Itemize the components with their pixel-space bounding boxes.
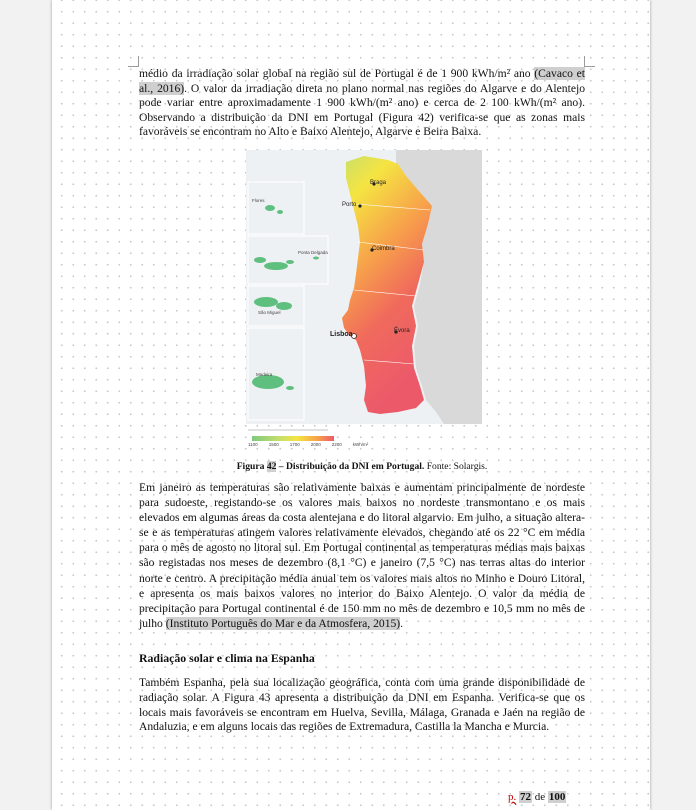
- paragraph-text: Em janeiro as temperaturas são relativamente baixas e aumentam principalmente de nordeste para sudoeste, registando-se os valores mais baixos no nordeste transmontano e os mais elevados em algumas áreas da costa alentejana e do litoral algarvio. Em julho, a situação altera-se e as temperaturas atingem valores relativamente elevados, chegando até os 22 °C em média para o mês de agosto no litoral sul. Em Portugal continental as temperaturas médias mais baixas são registadas nos meses de dezembro (8,1 °C) e janeiro (7,5 °C) nas terras altas do interior norte e centro. A precipitação média anual tem os valores mais altos no Minho e Douro Litoral, e apresenta os mais baixos valores no interior do Baixo Alentejo. O valor da média de precipitação para Portugal continental é de 150 mm no mês de dezembro e 10,5 mm no mês de julho: [139, 481, 585, 630]
- legend-tick: 1500: [268, 442, 279, 447]
- citation-field[interactable]: (Cavaco et al., 2016): [139, 67, 585, 95]
- caption-title: – Distribuição da DNI em Portugal.: [276, 461, 425, 472]
- island-label-sao-miguel: São Miguel: [258, 310, 281, 315]
- dni-portugal-map[interactable]: [246, 150, 482, 424]
- page-number: [508, 791, 566, 803]
- page-current-field[interactable]: 72: [520, 791, 531, 803]
- paragraph-text: . O valor da irradiação direta no plano normal nas regiões do Algarve e do Alentejo pode variar entre aproximadamente 1 900 kWh/(m² ano) e cerca de 2 100 kWh/(m² ano). Observando a distribuição da DNI em Portugal (Figura 42) verifica-se que as zonas mais favoráveis se encontram no Alto e Baixo Alentejo, Algarve e Beira Baixa.: [139, 81, 585, 139]
- map-graphic: [246, 150, 482, 424]
- city-label-lisboa: Lisboa: [330, 331, 353, 338]
- paragraph-portugal-irradiation[interactable]: [139, 67, 585, 140]
- island-label-madeira: Madeira: [256, 372, 273, 377]
- city-label-coimbra: Coimbra: [372, 246, 395, 252]
- text-boundary-corner-right: [584, 56, 595, 67]
- legend-tick: 1100: [248, 442, 258, 447]
- legend-unit: kWh/m²: [352, 442, 369, 447]
- page-separator: de: [532, 791, 548, 803]
- legend-tick: 1700: [289, 442, 300, 447]
- caption-label: Figura: [236, 461, 267, 472]
- dni-legend: [248, 426, 368, 450]
- right-gutter: [650, 0, 696, 810]
- city-label-evora: Évora: [394, 328, 410, 334]
- page-total-field[interactable]: 100: [548, 791, 566, 803]
- island-label-ponta-delgada: Ponta Delgada: [298, 250, 328, 255]
- section-heading[interactable]: Radiação solar e clima na Espanha: [139, 651, 315, 665]
- legend-tick: 2000: [310, 442, 321, 447]
- legend-tick: 2200: [331, 442, 342, 447]
- left-gutter: [0, 0, 52, 810]
- island-label-flores: Flores: [252, 198, 265, 203]
- text-boundary-corner-left: [128, 56, 139, 67]
- paragraph-text: .: [400, 616, 404, 630]
- page-prefix: p.: [508, 791, 517, 803]
- caption-number-field[interactable]: 42: [266, 461, 277, 472]
- figure-caption: [139, 461, 585, 472]
- document-page: [52, 0, 650, 810]
- city-marker-porto: [358, 204, 361, 207]
- city-label-braga: Braga: [370, 180, 387, 186]
- paragraph-spain[interactable]: Também Espanha, pela sua localização geográfica, conta com uma grande disponibilidade de radiação solar. A Figura 43 apresenta a distribuição da DNI em Espanha. Verifica-se que os locais mais favoráveis se encontram em Huelva, Sevilla, Málaga, Granada e Jaén na região de Andaluzia, e em alguns locais das regiões de Extremadura, Castilla la Mancha e Murcia.: [139, 676, 585, 734]
- city-label-porto: Porto: [342, 202, 357, 208]
- paragraph-text: médio da irradiação solar global na região sul de Portugal é de 1 900 kWh/m² ano: [139, 67, 535, 80]
- legend-ticks: [248, 442, 368, 447]
- paragraph-climate[interactable]: [139, 480, 585, 631]
- citation-field[interactable]: (Instituto Português do Mar e da Atmosfera, 2015): [165, 616, 401, 630]
- caption-source: Fonte: Solargis.: [424, 461, 488, 472]
